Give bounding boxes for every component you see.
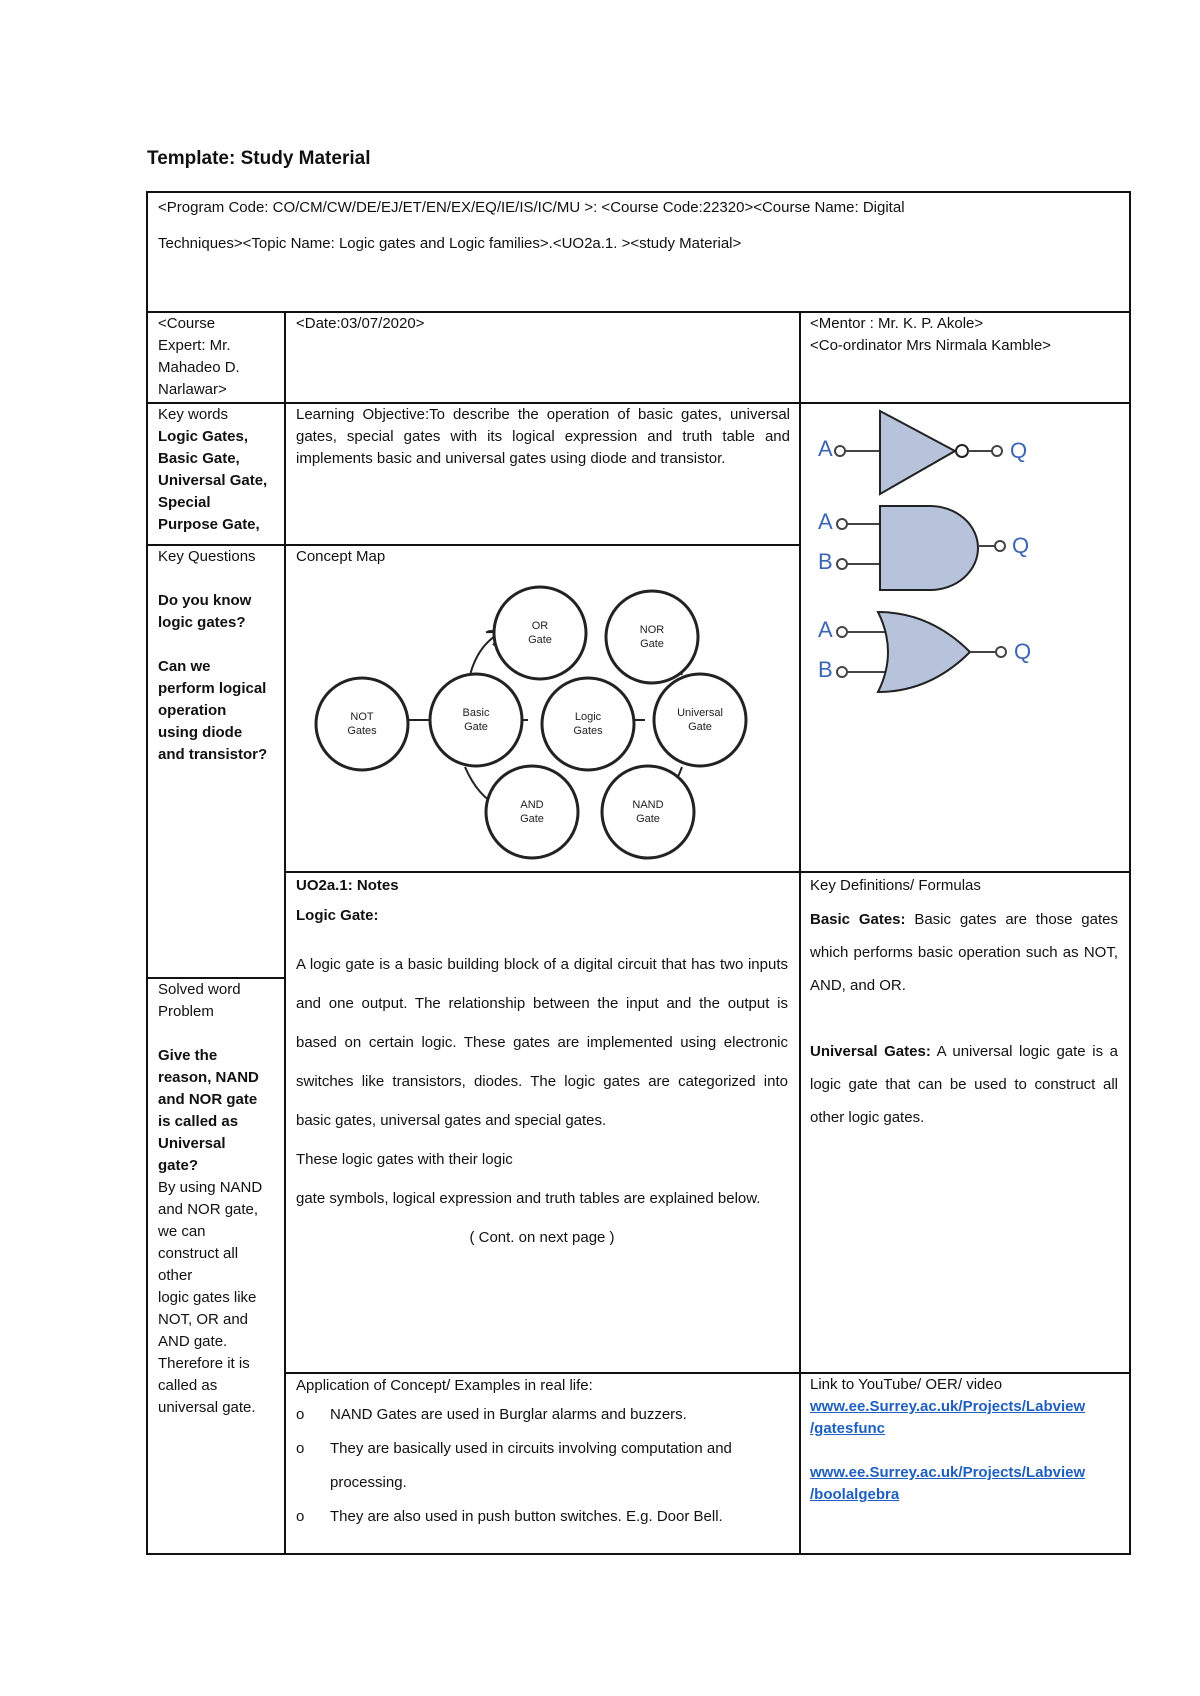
notes-heading: UO2a.1: Notes <box>296 877 399 894</box>
definitions-label: Key Definitions/ Formulas <box>810 877 981 894</box>
node-logic-label: Logic <box>574 711 602 723</box>
node-or <box>494 587 586 679</box>
and-output-q: Q <box>1012 533 1030 558</box>
and-input-a: A <box>818 509 833 534</box>
link-text: /gatesfunc <box>810 1420 886 1437</box>
link-gatesfunc[interactable] <box>810 1396 1120 1440</box>
node-basic-label: Gate <box>464 721 488 733</box>
node-nor-label: NOR <box>639 624 665 636</box>
solved-problem-cell <box>158 979 282 1419</box>
continued-note: ( Cont. on next page ) <box>469 1229 615 1246</box>
solved-answer: Therefore it is <box>158 1355 250 1372</box>
key-questions-label: Key Questions <box>158 548 256 565</box>
question-line: and transistor? <box>158 746 268 763</box>
node-basic <box>430 674 522 766</box>
solved-question: Give the <box>158 1047 218 1064</box>
header-line-2: Techniques><Topic Name: Logic gates and Logic families>.<UO2a.1. ><study Material> <box>158 235 742 252</box>
solved-question: and NOR gate <box>158 1091 258 1108</box>
notes-paragraph: gate symbols, logical expression and truth tables are explained below. <box>296 1190 761 1207</box>
links-cell <box>810 1374 1120 1506</box>
question-line: Can we <box>158 658 211 675</box>
notes-cell <box>296 873 788 1257</box>
notes-paragraph: These logic gates with their logic <box>296 1151 513 1168</box>
node-universal <box>654 674 746 766</box>
node-universal-label: Universal <box>677 707 723 719</box>
keywords-cell <box>158 404 282 540</box>
application-label: Application of Concept/ Examples in real life: <box>296 1377 593 1394</box>
bullet-icon: o <box>296 1406 305 1423</box>
application-item <box>296 1398 788 1432</box>
application-cell <box>296 1374 788 1534</box>
node-or-label: OR <box>531 620 549 632</box>
application-text: They are basically used in circuits involving computation and <box>330 1440 732 1457</box>
node-basic-label: Basic <box>462 707 490 719</box>
or-input-a: A <box>818 617 833 642</box>
question-line: operation <box>158 702 227 719</box>
not-gate-icon <box>818 411 1027 494</box>
solved-answer: By using NAND <box>158 1179 263 1196</box>
bullet-icon: o <box>296 1440 305 1457</box>
node-nand-label: Gate <box>636 813 660 825</box>
notes-paragraph: A logic gate is a basic building block of a digital circuit that has two inputs and one output. The relationship between the input and the output is based on certain logic. These gates are implemented using electronic switches like transistors, diodes. The logic gates are categorized into basic gates, universal gates and special gates. <box>296 956 788 1129</box>
solved-label: Solved word <box>158 981 241 998</box>
coordinator: <Co-ordinator Mrs Nirmala Kamble> <box>810 337 1051 354</box>
solved-answer: NOT, OR and <box>158 1311 249 1328</box>
and-input-b: B <box>818 549 833 574</box>
link-boolalgebra[interactable] <box>810 1462 1120 1506</box>
solved-answer: we can <box>158 1223 206 1240</box>
node-universal-label: Gate <box>688 721 712 733</box>
page-title: Template: Study Material <box>147 148 371 169</box>
universal-gates-definition: A universal logic gate is a logic gate that can be used to construct all other logic gates. <box>810 1043 1119 1126</box>
key-questions-cell <box>158 546 282 766</box>
application-item <box>296 1500 788 1534</box>
solved-answer: other <box>158 1267 193 1284</box>
solved-answer: and NOR gate, <box>158 1201 259 1218</box>
solved-answer: logic gates like <box>158 1289 257 1306</box>
or-gate-icon <box>818 612 1031 692</box>
solved-label: Problem <box>158 1003 214 1020</box>
expert-line: Expert: Mr. <box>158 337 231 354</box>
program-header <box>158 197 1118 255</box>
header-line-1: <Program Code: CO/CM/CW/DE/EJ/ET/EN/EX/EQ/IE/IS/IC/MU >: <Course Code:22320><Course Name: Digital <box>158 199 905 216</box>
node-and-label: AND <box>520 799 544 811</box>
expert-line: Narlawar> <box>158 381 227 398</box>
universal-gates-term: Universal Gates: <box>810 1043 931 1060</box>
node-nand-label: NAND <box>632 799 664 811</box>
not-input-a: A <box>818 436 833 461</box>
or-output-q: Q <box>1014 639 1032 664</box>
basic-gates-term: Basic Gates: <box>810 911 906 928</box>
node-logic-label: Gates <box>573 725 603 737</box>
node-and-label: Gate <box>520 813 544 825</box>
keyword: Logic Gates, <box>158 428 249 445</box>
solved-answer: universal gate. <box>158 1399 256 1416</box>
expert-line: <Course <box>158 315 216 332</box>
mentor: <Mentor : Mr. K. P. Akole> <box>810 315 984 332</box>
node-logic <box>542 678 634 770</box>
keyword: Basic Gate, <box>158 450 240 467</box>
solved-question: gate? <box>158 1157 199 1174</box>
notes-subheading: Logic Gate: <box>296 907 379 924</box>
application-text: NAND Gates are used in Burglar alarms and buzzers. <box>330 1406 687 1423</box>
node-nor-label: Gate <box>640 638 664 650</box>
node-not-label: Gates <box>347 725 377 737</box>
keyword: Purpose Gate, <box>158 516 260 533</box>
solved-question: Universal <box>158 1135 226 1152</box>
basic-gates-definition: Basic gates are those gates which performs basic operation such as NOT, AND, and OR. <box>810 911 1119 994</box>
node-nand <box>602 766 694 858</box>
course-expert <box>158 313 278 401</box>
question-line: using diode <box>158 724 243 741</box>
concept-map-label: Concept Map <box>296 548 386 565</box>
definitions-cell <box>810 873 1118 1134</box>
bullet-icon: o <box>296 1508 305 1525</box>
or-input-b: B <box>818 657 833 682</box>
question-line: perform logical <box>158 680 267 697</box>
node-not <box>316 678 408 770</box>
link-text: www.ee.Surrey.ac.uk/Projects/Labview <box>810 1398 1086 1415</box>
date: <Date:03/07/2020> <box>296 315 425 332</box>
application-item <box>296 1466 788 1500</box>
solved-question: reason, NAND <box>158 1069 259 1086</box>
keyword: Special <box>158 494 211 511</box>
and-gate-icon <box>818 506 1029 590</box>
keywords-label: Key words <box>158 406 229 423</box>
keyword: Universal Gate, <box>158 472 268 489</box>
not-output-q: Q <box>1010 438 1028 463</box>
node-or-label: Gate <box>528 634 552 646</box>
solved-answer: called as <box>158 1377 218 1394</box>
question-line: Do you know <box>158 592 252 609</box>
question-line: logic gates? <box>158 614 246 631</box>
expert-line: Mahadeo D. <box>158 359 240 376</box>
solved-question: is called as <box>158 1113 239 1130</box>
node-and <box>486 766 578 858</box>
node-not-label: NOT <box>350 711 374 723</box>
application-text: processing. <box>330 1474 407 1491</box>
learning-objective: Learning Objective:To describe the operation of basic gates, universal gates, special gates with its logical expression and truth table and implements basic and universal gates using diode and transistor. <box>296 406 790 467</box>
link-text: www.ee.Surrey.ac.uk/Projects/Labview <box>810 1464 1086 1481</box>
application-item <box>296 1432 788 1466</box>
link-text: /boolalgebra <box>810 1486 900 1503</box>
application-text: They are also used in push button switches. E.g. Door Bell. <box>330 1508 723 1525</box>
node-nor <box>606 591 698 683</box>
links-label: Link to YouTube/ OER/ video <box>810 1376 1003 1393</box>
gate-symbols <box>810 406 1120 706</box>
solved-answer: construct all <box>158 1245 239 1262</box>
solved-answer: AND gate. <box>158 1333 228 1350</box>
concept-map <box>300 575 770 865</box>
mentor-block <box>810 313 1051 357</box>
